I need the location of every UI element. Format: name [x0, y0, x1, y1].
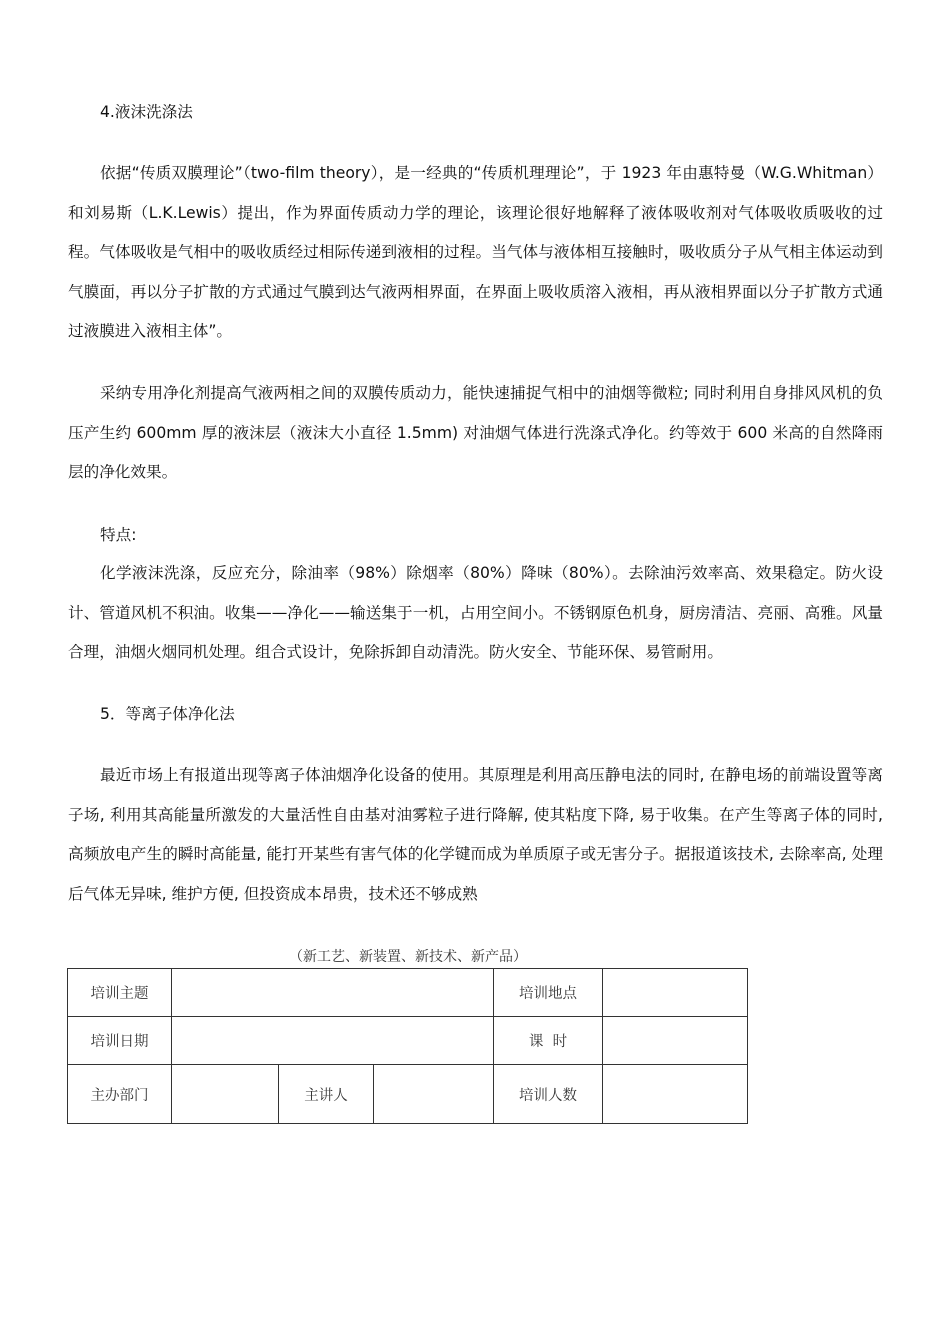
features-label: 特点: [100, 526, 137, 544]
table-row [68, 969, 748, 1017]
dept-value-cell[interactable] [172, 1065, 279, 1124]
form-caption: （新工艺、新装置、新技术、新产品） [289, 949, 527, 965]
count-label-cell: 培训人数 [494, 1065, 603, 1124]
date-value-cell[interactable] [172, 1017, 494, 1065]
paragraph-plasma: 最近市场上有报道出现等离子体油烟净化设备的使用。其原理是利用高压静电法的同时, 在静电场的前端设置等离子场, 利用其高能量所激发的大量活性自由基对油雾粒子进行降解, 使其粘度下降, 易于收集。在产生等离子体的同时, 高频放电产生的瞬时高能量, 能打开某些有害气体的化学键而成为单质原子或无害分子。据报道该技术, 去除率高, 处理后气体无异味, 维护方便, 但投资成本昂贵，技术还不够成熟 [68, 766, 883, 903]
section-heading-liquid-foam: 4.液沫洗涤法 [100, 103, 193, 121]
count-value-cell[interactable] [603, 1065, 748, 1124]
table-row [68, 1065, 748, 1124]
location-label-cell: 培训地点 [494, 969, 603, 1017]
topic-label-cell: 培训主题 [68, 969, 172, 1017]
hours-label-cell: 课 时 [494, 1017, 603, 1065]
paragraph-features: 化学液沫洗涤，反应充分，除油率（98%）除烟率（80%）降味（80%）。去除油污效率高、效果稳定。防火设计、管道风机不积油。收集——净化——输送集于一机，占用空间小。不锈钢原色机身，厨房清洁、亮丽、高雅。风量合理，油烟火烟同机处理。组合式设计，免除拆卸自动清洗。防火安全、节能环保、易管耐用。 [68, 564, 883, 661]
table-row [68, 1017, 748, 1065]
section-heading-plasma: 5．等离子体净化法 [100, 705, 235, 723]
paragraph-two-film-theory: 依据“传质双膜理论”（two-film theory），是一经典的“传质机理理论”，于 1923 年由惠特曼（W.G.Whitman）和刘易斯（L.K.Lewis）提出，作为界面传质动力学的理论，该理论很好地解释了液体吸收剂对气体吸收质吸收的过程。气体吸收是气相中的吸收质经过相际传递到液相的过程。当气体与液体相互接触时，吸收质分子从气相主体运动到气膜面，再以分子扩散的方式通过气膜到达气液两相界面，在界面上吸收质溶入液相，再从液相界面以分子扩散方式通过液膜进入液相主体”。 [68, 164, 883, 340]
dept-label-cell: 主办部门 [68, 1065, 172, 1124]
hours-value-cell[interactable] [603, 1017, 748, 1065]
topic-value-cell[interactable] [172, 969, 494, 1017]
date-label-cell: 培训日期 [68, 1017, 172, 1065]
location-value-cell[interactable] [603, 969, 748, 1017]
speaker-label-cell: 主讲人 [279, 1065, 374, 1124]
training-record-table [67, 968, 748, 1124]
paragraph-purifier-agent: 采纳专用净化剂提高气液两相之间的双膜传质动力，能快速捕捉气相中的油烟等微粒; 同时利用自身排风风机的负压产生约 600mm 厚的液沫层（液沫大小直径 1.5mm) 对油烟气体进行洗涤式净化。约等效于 600 米高的自然降雨层的净化效果。 [68, 384, 883, 481]
speaker-value-cell[interactable] [374, 1065, 494, 1124]
